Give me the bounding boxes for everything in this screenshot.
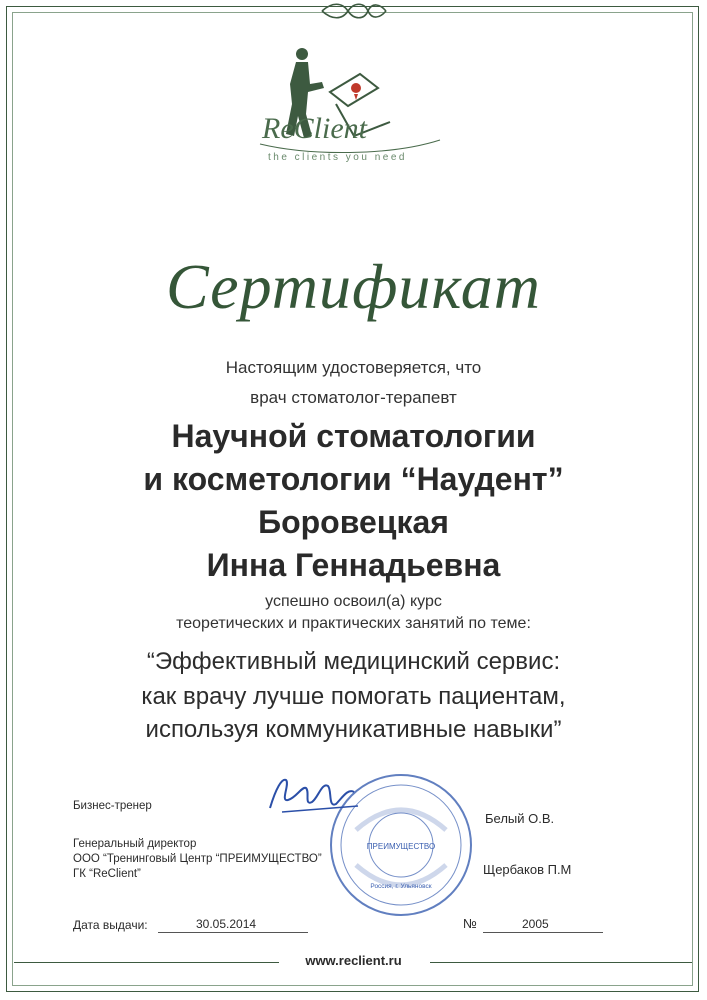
- certificate-number-label: №: [463, 916, 477, 931]
- organization-line-1: Научной стоматологии: [171, 418, 536, 454]
- director-name: Щербаков П.М: [483, 862, 572, 877]
- organization-line-2: и косметологии “Наудент”: [143, 461, 564, 497]
- certificate-number-value: 2005: [522, 917, 549, 931]
- certificate-title: Сертификат: [166, 251, 541, 322]
- trainer-label: Бизнес-тренер: [73, 800, 152, 812]
- director-company: ООО “Тренинговый Центр “ПРЕИМУЩЕСТВО”: [73, 853, 322, 865]
- intro-line-1: Настоящим удостоверяется, что: [225, 358, 482, 377]
- signature-icon: [262, 768, 382, 828]
- logo-brand-text: ReClient: [262, 112, 367, 145]
- certificate-number-underline: [483, 932, 603, 933]
- person-surname: Боровецкая: [258, 504, 449, 540]
- director-group: ГК “ReClient”: [73, 868, 141, 880]
- top-ornament-icon: [318, 0, 390, 22]
- footer-website: www.reclient.ru: [305, 953, 402, 968]
- logo-tagline: the clients you need: [268, 152, 407, 163]
- issue-date-value: 30.05.2014: [196, 917, 257, 931]
- issue-date-label: Дата выдачи:: [73, 918, 148, 932]
- trainer-name: Белый О.В.: [485, 811, 555, 826]
- issue-date-underline: [158, 932, 308, 933]
- director-title: Генеральный директор: [73, 838, 197, 850]
- intro-line-2: врач стоматолог-терапевт: [250, 388, 457, 407]
- course-line-1: успешно освоил(а) курс: [265, 593, 442, 610]
- course-line-2: теоретических и практических занятий по теме:: [176, 615, 531, 632]
- topic-line-2: как врачу лучше помогать пациентам,: [141, 683, 566, 710]
- stamp-city-text: Россия, г. Ульяновск: [370, 883, 432, 890]
- topic-line-1: “Эффективный медицинский сервис:: [146, 648, 561, 675]
- person-given-name: Инна Геннадьевна: [206, 547, 501, 583]
- stamp-center-text: ПРЕИМУЩЕСТВО: [366, 842, 436, 851]
- topic-line-3: используя коммуникативные навыки”: [145, 716, 562, 743]
